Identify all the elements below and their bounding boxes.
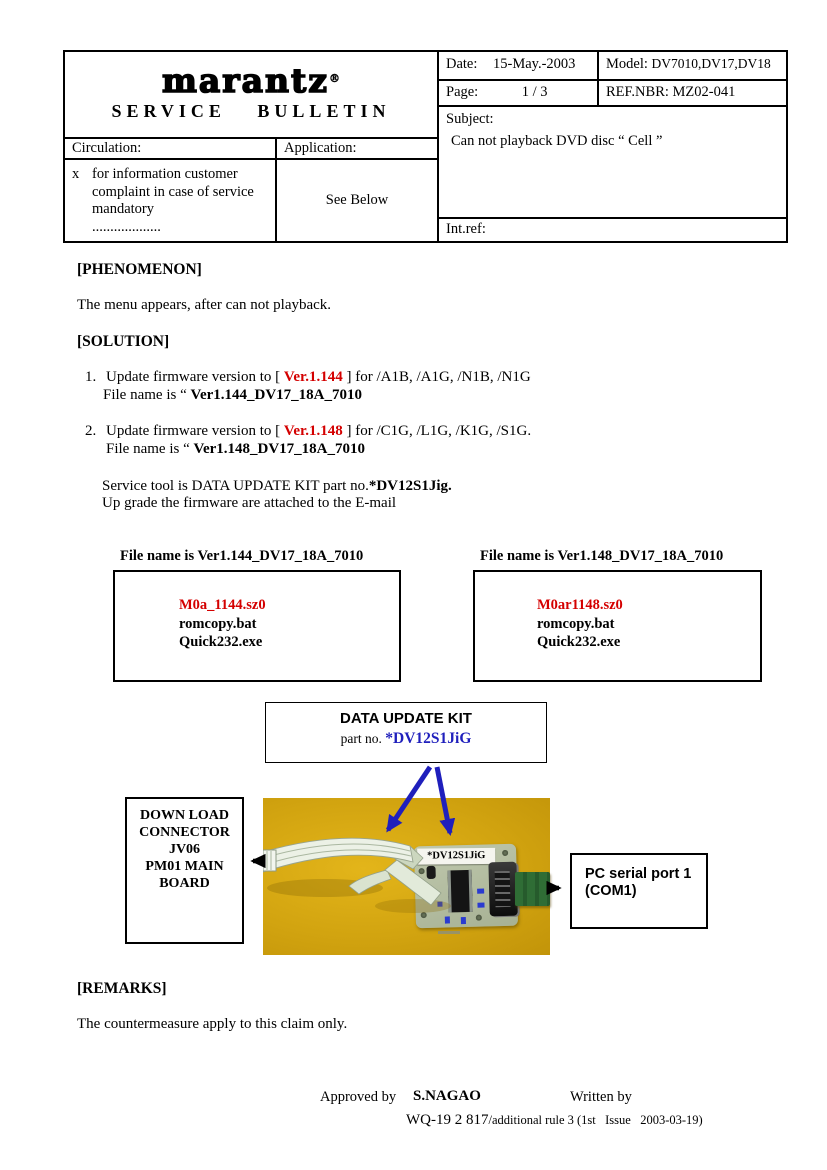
part-no-label: part no. — [340, 731, 386, 746]
pc-serial-port-box — [570, 853, 708, 929]
download-box-line: BOARD — [159, 876, 210, 891]
subject-value: Can not playback DVD disc “ Cell ” — [451, 133, 663, 149]
document-code: WQ-19 2 817 — [406, 1112, 489, 1128]
serial-box-line1: PC serial port 1 — [585, 866, 692, 882]
file-caption-right: File name is Ver1.148_DV17_18A_7010 — [480, 548, 724, 564]
approved-by-name: S.NAGAO — [413, 1088, 481, 1104]
item-text: ] for /A1B, /A1G, /N1B, /N1G — [342, 369, 531, 385]
tool-text: Service tool is DATA UPDATE KIT part no. — [102, 478, 369, 494]
header-table — [63, 50, 788, 243]
bat-file: romcopy.bat — [537, 615, 615, 632]
download-box-line: PM01 MAIN — [145, 859, 224, 874]
rom-file: M0ar1148.sz0 — [537, 597, 623, 613]
written-by-label: Written by — [570, 1089, 632, 1105]
subject-label: Subject: — [446, 111, 494, 127]
filename-prefix: File name is “ — [106, 441, 194, 457]
page-cell — [439, 81, 599, 107]
item-number: 2. — [85, 423, 97, 439]
page-value: 1 / 3 — [521, 84, 548, 100]
bat-file: romcopy.bat — [179, 615, 257, 632]
model-label: Model: — [606, 56, 648, 72]
model-cell — [599, 52, 786, 81]
remarks-body: The countermeasure apply to this claim only. — [77, 1016, 348, 1032]
remarks-heading: [REMARKS] — [77, 980, 167, 997]
item-text: Update firmware version to [ — [106, 369, 284, 385]
intref-cell: Int.ref: — [446, 221, 486, 237]
firmware-version: Ver.1.148 — [283, 423, 343, 439]
download-box-line: DOWN LOAD — [139, 808, 230, 823]
item-text: ] for /C1G, /L1G, /K1G, /S1G. — [342, 423, 532, 439]
circulation-label: Circulation: — [65, 139, 277, 160]
exe-file: Quick232.exe — [537, 634, 621, 650]
serial-box-line2: (COM1) — [585, 883, 637, 899]
download-box-line: JV06 — [168, 842, 201, 857]
email-note: Up grade the firmware are attached to the E-mail — [102, 495, 397, 511]
solution-item-2-filename — [106, 441, 365, 458]
subject-cell — [439, 107, 786, 219]
kit-title: DATA UPDATE KIT — [340, 710, 472, 727]
phenomenon-heading: [PHENOMENON] — [77, 261, 202, 278]
file-list-box-right — [473, 570, 762, 682]
document-code-line — [406, 1112, 703, 1129]
circulation-options — [92, 166, 254, 241]
date-label: Date: — [446, 56, 478, 72]
tool-text-end: . — [448, 478, 452, 494]
application-label: Application: — [277, 139, 439, 160]
rom-file: M0a_1144.sz0 — [179, 597, 266, 613]
brand-text: marantz — [161, 61, 330, 100]
header-logo-cell — [65, 52, 439, 139]
filename-prefix: File name is “ — [103, 387, 191, 403]
item-number: 1. — [85, 369, 97, 385]
filename-value: Ver1.148_DV17_18A_7010 — [193, 441, 366, 457]
refnbr-cell — [599, 81, 786, 107]
date-value: 15-May.-2003 — [492, 56, 576, 72]
document-code-note: /additional rule 3 (1st Issue 2003-03-19) — [488, 1113, 703, 1127]
registered-mark: ® — [329, 72, 341, 85]
phenomenon-body: The menu appears, after can not playback. — [77, 297, 332, 313]
circulation-checkmark: x — [72, 166, 80, 182]
file-list-box-left — [113, 570, 401, 682]
ribbon-cable — [263, 798, 550, 955]
circulation-option: complaint in case of service — [92, 183, 254, 200]
kit-part-number-line — [266, 730, 546, 748]
part-number: *DV12S1JiG — [385, 730, 472, 747]
item-text: Update firmware version to [ — [106, 423, 284, 439]
circulation-cell — [65, 160, 277, 241]
application-value — [277, 160, 439, 241]
service-tool-note — [102, 478, 452, 495]
download-connector-box — [125, 797, 244, 944]
refnbr-value: MZ02-041 — [672, 84, 736, 100]
circulation-option: mandatory — [92, 201, 155, 217]
board-label: *DV12S1JiG — [417, 848, 495, 865]
marantz-logo — [65, 62, 437, 98]
tool-part-number: *DV12S1Jig — [368, 478, 449, 494]
solution-heading: [SOLUTION] — [77, 333, 170, 350]
solution-item-1-filename — [103, 387, 362, 404]
date-cell — [439, 52, 599, 81]
refnbr-label: REF.NBR: — [606, 84, 669, 100]
doc-type-title: SERVICE BULLETIN — [111, 101, 391, 121]
circulation-option: ................... — [92, 218, 161, 235]
download-box-line: CONNECTOR — [139, 825, 230, 840]
approved-by-label: Approved by — [320, 1089, 397, 1105]
solution-item-1 — [85, 369, 531, 386]
application-text: See Below — [325, 192, 389, 208]
file-caption-left: File name is Ver1.144_DV17_18A_7010 — [120, 548, 364, 564]
circulation-option: for information customer — [92, 166, 238, 182]
solution-item-2 — [85, 423, 531, 440]
exe-file: Quick232.exe — [179, 634, 263, 650]
data-update-kit-box — [265, 702, 547, 763]
firmware-version: Ver.1.144 — [283, 369, 343, 385]
model-value: DV7010,DV17,DV18 — [651, 56, 771, 71]
filename-value: Ver1.144_DV17_18A_7010 — [190, 387, 363, 403]
jig-board-photo — [263, 798, 550, 955]
page-label: Page: — [446, 84, 479, 100]
